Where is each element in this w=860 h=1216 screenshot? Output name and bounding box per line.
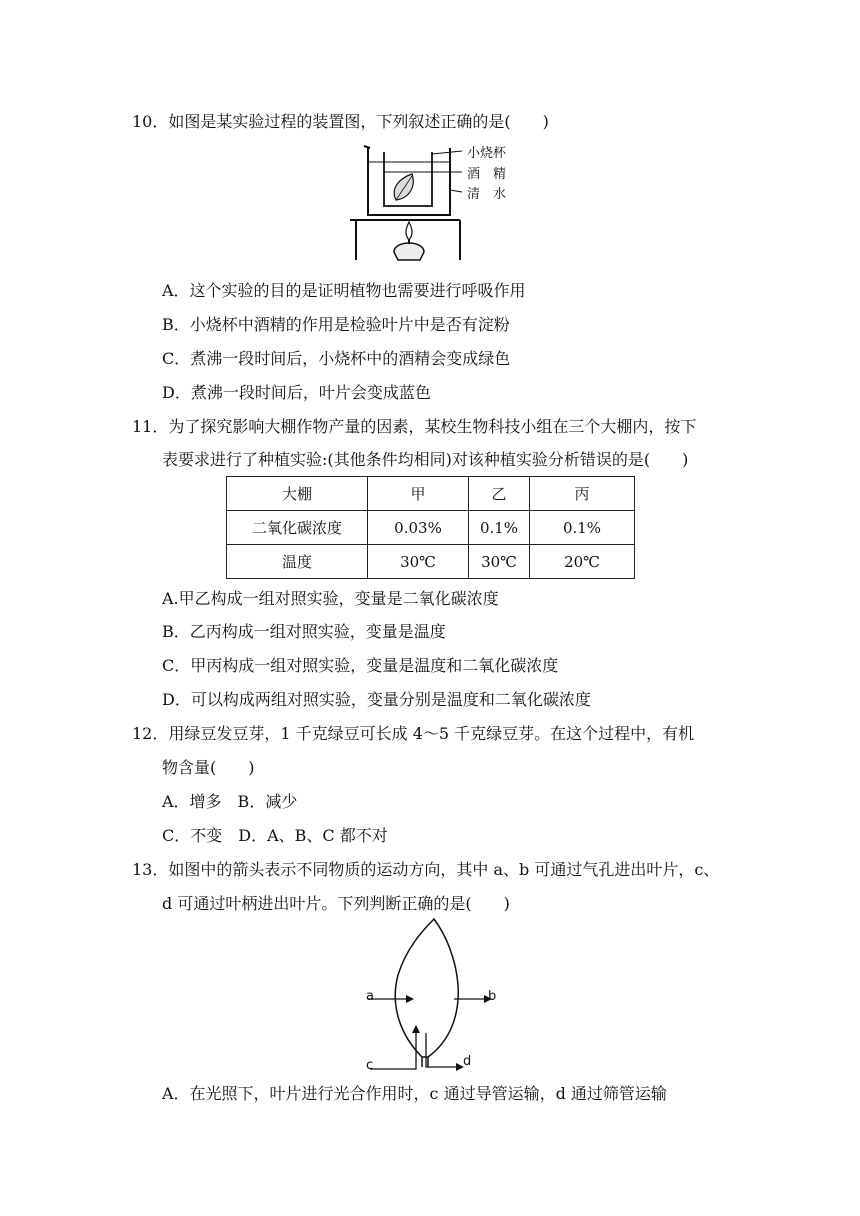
label-b: b <box>488 989 497 1004</box>
q10-option-d: D．煮沸一段时间后，叶片会变成蓝色 <box>162 383 431 402</box>
label-a: a <box>366 989 374 1004</box>
table-header-cell: 丙 <box>530 477 635 511</box>
table-cell: 20℃ <box>530 545 635 579</box>
q12-stem-line1: 12．用绿豆发豆芽，1 千克绿豆可长成 4～5 千克绿豆芽。在这个过程中，有机 <box>132 724 695 743</box>
q11-experiment-table <box>226 476 635 579</box>
table-cell: 0.1% <box>469 511 530 545</box>
label-water: 清 水 <box>467 187 507 202</box>
q11-stem-line2: 表要求进行了种植实验:(其他条件均相同)对该种植实验分析错误的是( ) <box>162 450 689 469</box>
label-c: c <box>366 1058 374 1073</box>
q10-stem: 10．如图是某实验过程的装置图，下列叙述正确的是( ) <box>132 112 549 131</box>
q12-stem-line2: 物含量( ) <box>162 758 255 777</box>
table-cell: 30℃ <box>368 545 469 579</box>
table-header-cell: 甲 <box>368 477 469 511</box>
q12-options-line1: A．增多 B．减少 <box>162 792 298 811</box>
table-row <box>227 545 635 579</box>
q10-option-c: C．煮沸一段时间后，小烧杯中的酒精会变成绿色 <box>162 349 511 368</box>
label-d: d <box>463 1054 472 1069</box>
q13-option-a: A．在光照下，叶片进行光合作用时，c 通过导管运输，d 通过筛管运输 <box>162 1084 667 1103</box>
q11-stem-line1: 11．为了探究影响大棚作物产量的因素，某校生物科技小组在三个大棚内，按下 <box>132 417 697 436</box>
q13-stem-line2: d 可通过叶柄进出叶片。下列判断正确的是( ) <box>162 894 510 913</box>
q13-stem-line1: 13．如图中的箭头表示不同物质的运动方向，其中 a、b 可通过气孔进出叶片，c、 <box>132 860 720 879</box>
table-row <box>227 511 635 545</box>
q10-option-b: B．小烧杯中酒精的作用是检验叶片中是否有淀粉 <box>162 315 510 334</box>
q11-option-c: C．甲丙构成一组对照实验，变量是温度和二氧化碳浓度 <box>162 656 559 675</box>
q11-option-a: A.甲乙构成一组对照实验，变量是二氧化碳浓度 <box>162 589 499 608</box>
q12-options-line2: C．不变 D．A、B、C 都不对 <box>162 826 388 845</box>
table-cell: 30℃ <box>469 545 530 579</box>
table-cell: 二氧化碳浓度 <box>227 511 368 545</box>
table-header-row <box>227 477 635 511</box>
q10-option-a: A．这个实验的目的是证明植物也需要进行呼吸作用 <box>162 281 526 300</box>
q11-option-d: D．可以构成两组对照实验，变量分别是温度和二氧化碳浓度 <box>162 690 591 709</box>
table-cell: 温度 <box>227 545 368 579</box>
label-alcohol: 酒 精 <box>467 167 507 182</box>
table-header-cell: 乙 <box>469 477 530 511</box>
table-cell: 0.03% <box>368 511 469 545</box>
q11-option-b: B．乙丙构成一组对照实验，变量是温度 <box>162 622 446 641</box>
label-small-beaker: 小烧杯 <box>467 146 507 161</box>
table-cell: 0.1% <box>530 511 635 545</box>
table-header-cell: 大棚 <box>227 477 368 511</box>
